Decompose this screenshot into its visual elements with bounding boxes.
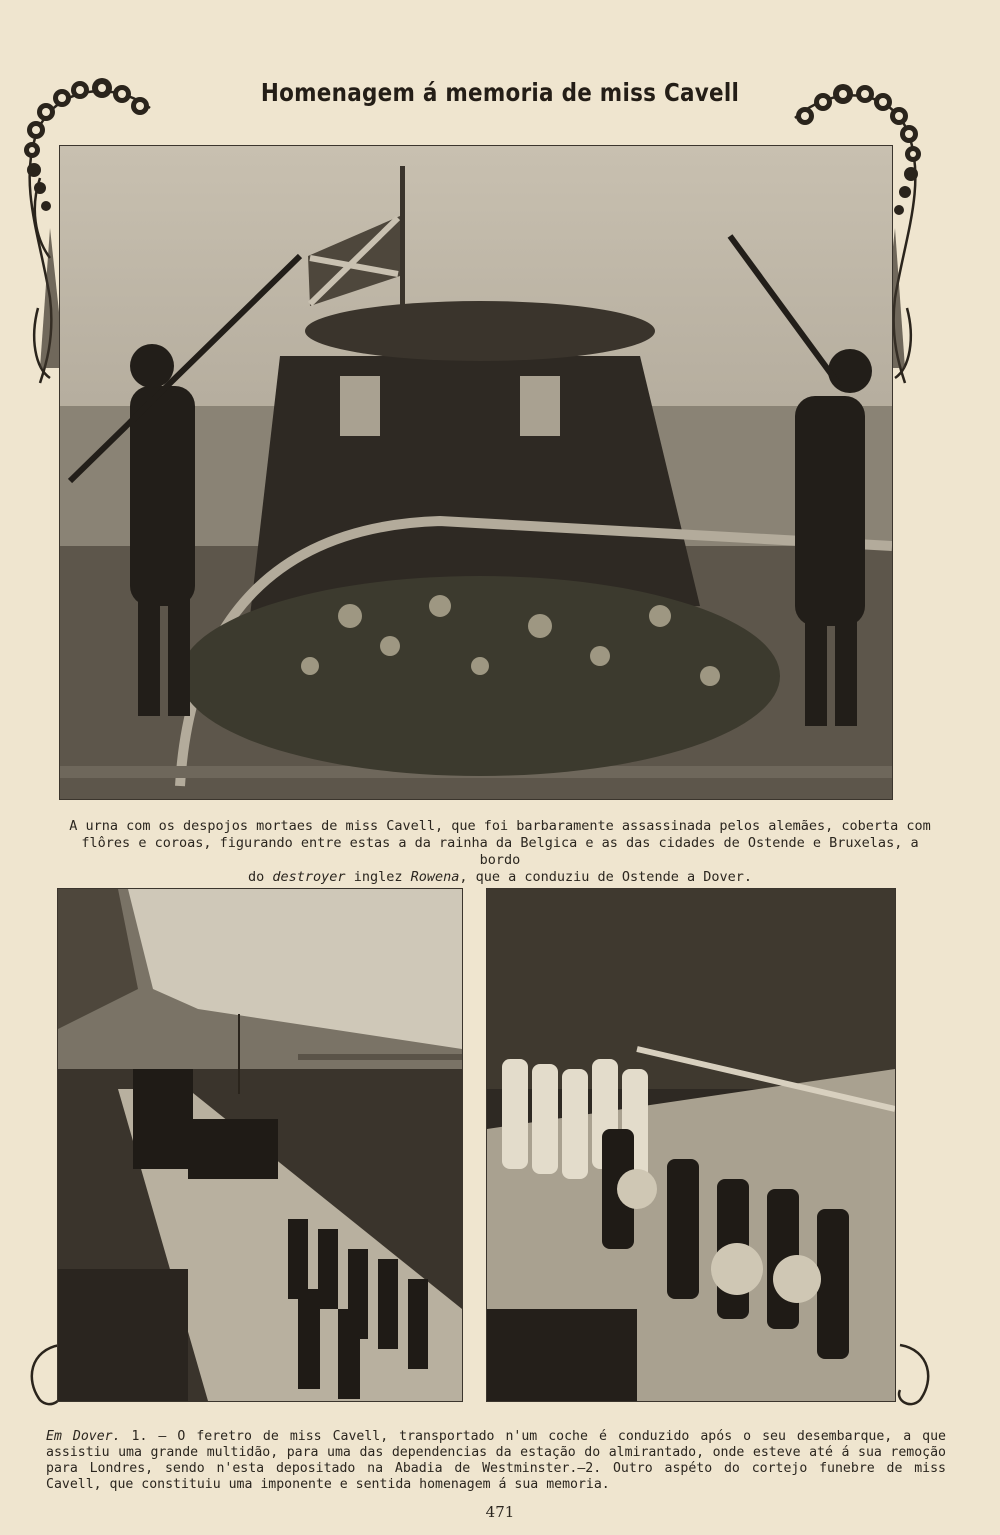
photo-procession-dover (58, 889, 462, 1401)
page-title: Homenagem á memoria de miss Cavell (260, 78, 740, 107)
caption-top-line3: do destroyer inglez Rowena, que a conduziu de Ostende a Dover. (248, 869, 752, 885)
photo-funeral-cortege (487, 889, 895, 1401)
caption-bottom-text: 1. — O feretro de miss Cavell, transportado n'um coche é conduzido após o seu desembarque, a que assistiu uma grande multidão, para uma das dependencias da estação do almirantado, onde esteve até á sua remoção para Londres, sendo n'esta depositado na Abadia de Westminster.—2. Outro aspéto do cortejo funebre de miss Cavell, que constituiu uma imponente e sentida homenagem á sua memoria. (46, 1429, 946, 1492)
caption-bottom-lead: Em Dover. (46, 1429, 121, 1444)
caption-top-line2: flôres e coroas, figurando entre estas a da rainha da Belgica e as das cidades de Ostende e Bruxelas, a bordo (81, 835, 919, 868)
photo-coffin-on-destroyer (60, 146, 892, 799)
caption-top (60, 818, 940, 886)
ornament-bottom-right (890, 1340, 940, 1410)
page-number: 471 (485, 1503, 515, 1521)
caption-top-line1: A urna com os despojos mortaes de miss Cavell, que foi barbaramente assassinada pelos alemães, coberta com (69, 818, 931, 834)
caption-bottom (46, 1429, 946, 1493)
